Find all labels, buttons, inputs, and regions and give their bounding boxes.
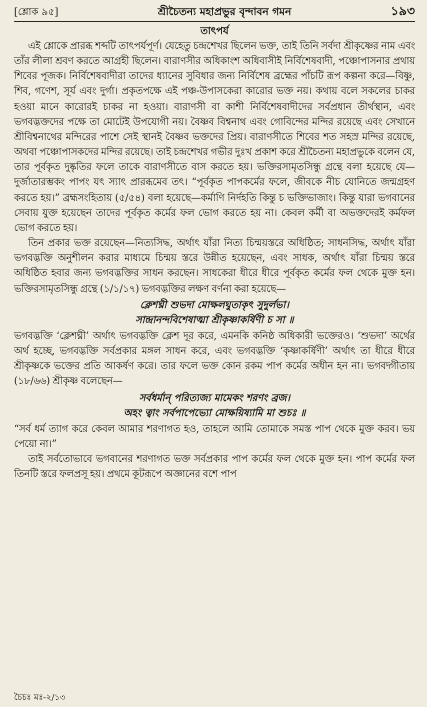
paragraph: তিন প্রকার ভক্ত রয়েছেন—নিত্যসিদ্ধ, অর্থাৎ যাঁরা নিত্য চিন্ময়স্তরে অধিষ্ঠিত; সাধনসিদ্ধ, অর্থাৎ যাঁরা ভগবদ্ভক্তি অনুশীলন করার মাধ্যমে চিন্ময় স্তরে উন্নীত হয়েছেন, এবং সাধক, অর্থাৎ যাঁরা চিন্ময় স্তরে অধিষ্ঠিত হবার জন্য ভগবদ্ভক্তির সাধন করছেন। সাধকেরা ধীরে ধীরে পূর্বকৃত কর্মের ফল থেকে মুক্ত হন। ভক্তিরসামৃতসিন্ধু গ্রন্থে (১/১/১৭) ভগবদ্ভক্তির লক্ষণ বর্ণনা করা হয়েছে— — [14, 238, 415, 295]
page-footer: চৈচঃ মঃ-২/১৩ — [14, 693, 66, 703]
sanskrit-verse — [14, 391, 415, 421]
verse-line: ক্লেশঘ্নী শুভদা মোক্ষলঘুতাকৃৎ সুদুর্লভা। — [140, 299, 289, 311]
header-divider — [14, 21, 415, 22]
verse-line: সান্দ্রানন্দবিশেষাত্মা শ্রীকৃষ্ণাকর্ষিণী চ সা ॥ — [135, 314, 294, 326]
paragraph: তাই সর্বতোভাবে ভগবানের শরণাগত ভক্ত সর্বপ্রকার পাপ কর্মের ফল থেকে মুক্ত হন। পাপ কর্মের ফল তিনটি স্তরে ফলপ্রসূ হয়। প্রথমে কূটরূপে অজ্ঞানের বশে পাপ — [14, 454, 415, 481]
verse-translation: “সর্ব ধর্ম ত্যাগ করে কেবল আমার শরণাগত হও, তাহলে আমি তোমাকে সমস্ত পাপ থেকে মুক্ত করব। ভয় পেয়ো না।” — [14, 423, 415, 451]
running-header — [14, 4, 415, 20]
paragraph: এই শ্লোকে প্রারব্ধ শব্দটি তাৎপর্যপূর্ণ। যেহেতু চন্দ্রশেখর ছিলেন ভক্ত, তাই তিনি সর্বদা শ্রীকৃষ্ণের নাম এবং তাঁর লীলা শ্রবণ করতে আগ্রহী ছিলেন। বারাণসীর অধিকাংশ অধিবাসীই নির্বিশেষবাদী, পঞ্চোপাসনার প্রথায় শিবের পূজক। নির্বিশেষবাদীরা তাদের ধ্যানের সুবিধার জন্য নির্বিশেষ ব্রহ্মের পাঁচটি রূপ কল্পনা করে—বিষ্ণু, শিব, গণেশ, সূর্য এবং দুর্গা। প্রকৃতপক্ষে এই পঞ্চ-উপাসকেরা কারোর ভক্ত নয়। কথায় বলে সকলের চাকর হওয়া মানে কারোরই চাকর না হওয়া। বারাণসী বা কাশী নির্বিশেষবাদীদের সর্বপ্রধান তীর্থস্থান, এবং ভগবদ্ভক্তদের পক্ষে তা মোটেই উপযোগী নয়। বৈষ্ণব বিশ্বনাথ এবং গোবিন্দের মন্দির রয়েছে এবং সেখানে শ্রীবিশ্বনাথের মন্দিরের পাশে সেই স্থানই বৈষ্ণব ভক্তদের প্রিয়। বারাণসীতে শিবের শত সহস্র মন্দির রয়েছে, অথবা পঞ্চোপাসকদের মন্দির রয়েছে। তাই চন্দ্রশেখর গভীর দুঃখ প্রকাশ করে শ্রীচৈতন্য মহাপ্রভুকে বলেন যে, তার পূর্বকৃত দুষ্কৃতির ফলে তাকে বারাণসীতে বাস করতে হয়। ভক্তিরসামৃতসিন্ধু গ্রন্থে বলা হয়েছে যে—দুর্জাতারম্ভকং পাপং যৎ স্যাৎ প্রারব্ধমেব তৎ। “পূর্বকৃত পাপকর্মের ফলে, জীবকে নীচ যোনিতে জন্মগ্রহণ করতে হয়।” ব্রহ্মসংহিতায় (৫/৫৪) বলা হয়েছে—কর্মাণি নির্দহতি কিন্তু চ ভক্তিভাজাং। কিন্তু যারা ভগবানের সেবায় যুক্ত হয়েছেন তাদের পূর্বকৃত কর্মের ফল ভোগ করতে হয় না। কেবল কর্মী বা অভক্তদেরই কর্মফল ভোগ করতে হয়। — [14, 41, 415, 234]
page-number: ১৯৩ — [390, 3, 415, 18]
verse-line: অহং ত্বাং সর্বপাপেভ্যো মোক্ষয়িষ্যামি মা শুচঃ ॥ — [123, 407, 306, 419]
paragraph: ভগবদ্ভক্তি ‘ক্লেশঘ্নী’ অর্থাৎ ভগবদ্ভক্তি ক্লেশ দূর করে, এমনকি কনিষ্ঠ অধিকারী ভক্তেরও। ‘শুভদা’ অর্থের অর্থ হচ্ছে, ভগবদ্ভক্তি সর্বপ্রকার মঙ্গল সাধন করে, এবং ভগবদ্ভক্তি ‘কৃষ্ণাকর্ষিণী’ অর্থাৎ তা ধীরে ধীরে শ্রীকৃষ্ণকে ভক্তের প্রতি আকর্ষণ করে। তার ফলে ভক্ত কোন রকম পাপ কর্মের অধীন হন না। ভগবদ্গীতায় (১৮/৬৬) শ্রীকৃষ্ণ বলেছেন— — [14, 330, 415, 388]
verse-line: সর্বধর্মান্ পরিত্যজ্য মামেকং শরণং ব্রজ। — [138, 392, 291, 404]
sanskrit-verse — [14, 298, 415, 328]
chapter-title: শ্রীচৈতন্য মহাপ্রভুর বৃন্দাবন গমন — [157, 6, 292, 18]
verse-reference: [শ্লোক ৯৫] — [14, 7, 59, 18]
section-heading: তাৎপর্য — [200, 26, 229, 37]
